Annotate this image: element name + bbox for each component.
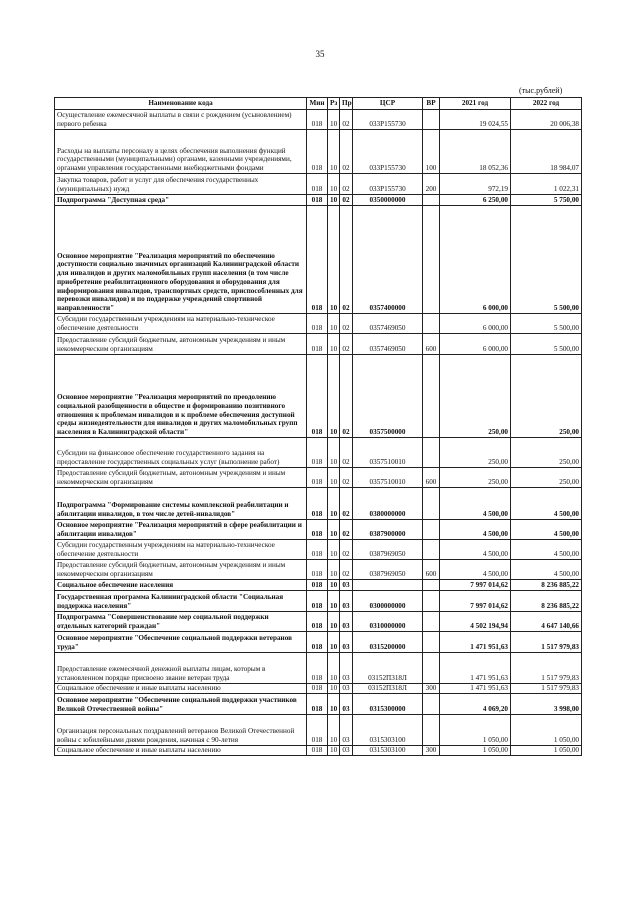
units-label: (тыс.рублей) <box>519 86 563 95</box>
table-body <box>55 110 582 756</box>
cell-2021: 1 471 951,63 <box>440 653 511 684</box>
cell-rz: 10 <box>328 612 340 632</box>
table-row <box>55 314 582 334</box>
cell-csr: 0315303100 <box>353 715 423 746</box>
cell-2021: 1 050,00 <box>440 715 511 746</box>
cell-csr: 0357469050 <box>353 314 423 334</box>
cell-2022: 4 500,00 <box>511 488 582 520</box>
cell-2022: 4 500,00 <box>511 540 582 560</box>
cell-2022: 5 750,00 <box>511 195 582 206</box>
cell-pr: 03 <box>340 715 353 746</box>
cell-2021: 4 500,00 <box>440 488 511 520</box>
table-row <box>55 591 582 612</box>
cell-csr: 0357510010 <box>353 468 423 488</box>
column-header-vr: ВР <box>423 98 440 110</box>
cell-vr <box>423 488 440 520</box>
table-row <box>55 334 582 355</box>
cell-pr: 02 <box>340 206 353 314</box>
cell-2021: 4 500,00 <box>440 520 511 540</box>
cell-vr: 600 <box>423 560 440 580</box>
cell-2022: 5 500,00 <box>511 314 582 334</box>
cell-csr: 033Р155730 <box>353 130 423 174</box>
cell-min: 018 <box>307 715 328 746</box>
cell-pr: 03 <box>340 580 353 591</box>
cell-2021: 1 050,00 <box>440 746 511 756</box>
cell-pr: 02 <box>340 520 353 540</box>
cell-min: 018 <box>307 195 328 206</box>
cell-vr <box>423 110 440 130</box>
cell-2022: 8 236 885,22 <box>511 591 582 612</box>
table-row <box>55 746 582 756</box>
cell-csr: 03152П318Л <box>353 653 423 684</box>
cell-min: 018 <box>307 206 328 314</box>
cell-name: Предоставление субсидий бюджетным, автономным учреждениям и иным некоммерческим организациям <box>55 560 307 580</box>
table-row <box>55 195 582 206</box>
table-row <box>55 540 582 560</box>
cell-min: 018 <box>307 591 328 612</box>
cell-vr <box>423 591 440 612</box>
cell-rz: 10 <box>328 560 340 580</box>
cell-rz: 10 <box>328 715 340 746</box>
cell-csr: 0357469050 <box>353 334 423 355</box>
cell-min: 018 <box>307 468 328 488</box>
cell-min: 018 <box>307 334 328 355</box>
column-header-2021: 2021 год <box>440 98 511 110</box>
table-row <box>55 438 582 468</box>
cell-csr: 0315300000 <box>353 694 423 715</box>
cell-csr: 0387969050 <box>353 560 423 580</box>
cell-pr: 02 <box>340 334 353 355</box>
cell-csr: 033Р155730 <box>353 110 423 130</box>
cell-2021: 4 500,00 <box>440 560 511 580</box>
cell-min: 018 <box>307 438 328 468</box>
cell-vr <box>423 355 440 438</box>
cell-2022: 250,00 <box>511 468 582 488</box>
cell-min: 018 <box>307 653 328 684</box>
cell-name: Основное мероприятие "Обеспечение социальной поддержки ветеранов труда" <box>55 632 307 653</box>
cell-pr: 03 <box>340 653 353 684</box>
cell-vr: 300 <box>423 746 440 756</box>
budget-table <box>54 97 582 756</box>
cell-csr: 0310000000 <box>353 612 423 632</box>
cell-name: Основное мероприятие "Обеспечение социальной поддержки участников Великой Отечественной войны" <box>55 694 307 715</box>
table-row <box>55 612 582 632</box>
cell-2022: 1 517 979,83 <box>511 632 582 653</box>
table-row <box>55 355 582 438</box>
table-row <box>55 653 582 684</box>
cell-2021: 250,00 <box>440 468 511 488</box>
cell-pr: 02 <box>340 355 353 438</box>
cell-vr: 600 <box>423 468 440 488</box>
cell-2022: 4 647 140,66 <box>511 612 582 632</box>
cell-rz: 10 <box>328 355 340 438</box>
cell-name: Основное мероприятие "Реализация мероприятий в сфере реабилитации и абилитации инвалидов" <box>55 520 307 540</box>
cell-2021: 6 000,00 <box>440 314 511 334</box>
cell-name: Предоставление субсидий бюджетным, автономным учреждениям и иным некоммерческим организациям <box>55 334 307 355</box>
table-row <box>55 560 582 580</box>
cell-vr <box>423 612 440 632</box>
cell-2022: 4 500,00 <box>511 520 582 540</box>
cell-vr <box>423 632 440 653</box>
cell-2022: 5 500,00 <box>511 206 582 314</box>
cell-2021: 972,19 <box>440 174 511 195</box>
cell-vr: 200 <box>423 174 440 195</box>
cell-2021: 250,00 <box>440 438 511 468</box>
cell-csr: 0357500000 <box>353 355 423 438</box>
cell-csr: 0387900000 <box>353 520 423 540</box>
cell-min: 018 <box>307 694 328 715</box>
cell-rz: 10 <box>328 174 340 195</box>
cell-csr <box>353 580 423 591</box>
cell-2022: 1 050,00 <box>511 746 582 756</box>
column-header-2022: 2022 год <box>511 98 582 110</box>
cell-2021: 4 502 194,94 <box>440 612 511 632</box>
cell-csr: 0387969050 <box>353 540 423 560</box>
cell-2021: 19 024,55 <box>440 110 511 130</box>
cell-2022: 4 500,00 <box>511 560 582 580</box>
cell-rz: 10 <box>328 468 340 488</box>
cell-csr: 0357510010 <box>353 438 423 468</box>
table-row <box>55 130 582 174</box>
cell-vr <box>423 520 440 540</box>
cell-min: 018 <box>307 612 328 632</box>
cell-rz: 10 <box>328 746 340 756</box>
cell-min: 018 <box>307 540 328 560</box>
cell-min: 018 <box>307 560 328 580</box>
cell-min: 018 <box>307 632 328 653</box>
cell-rz: 10 <box>328 130 340 174</box>
cell-rz: 10 <box>328 580 340 591</box>
cell-2021: 6 000,00 <box>440 206 511 314</box>
cell-name: Основное мероприятие "Реализация мероприятий по преодолению социальной разобщенности в обществе и формированию позитивного отношения к проблемам инвалидов и к проблеме обеспечения доступной среды жизнедеятельности для инвалидов и других маломобильных групп населения в Калининградской области" <box>55 355 307 438</box>
cell-2021: 7 997 014,62 <box>440 591 511 612</box>
cell-pr: 03 <box>340 684 353 694</box>
cell-name: Социальное обеспечение населения <box>55 580 307 591</box>
cell-min: 018 <box>307 684 328 694</box>
cell-name: Осуществление ежемесячной выплаты в связи с рождением (усыновлением) первого ребенка <box>55 110 307 130</box>
cell-2021: 250,00 <box>440 355 511 438</box>
cell-vr <box>423 195 440 206</box>
cell-name: Расходы на выплаты персоналу в целях обеспечения выполнения функций государственными (муниципальными) органами, казенными учреждениями, органами управления государственными внебюджетными фондами <box>55 130 307 174</box>
cell-rz: 10 <box>328 206 340 314</box>
cell-2022: 3 998,00 <box>511 694 582 715</box>
cell-min: 018 <box>307 355 328 438</box>
table-row <box>55 715 582 746</box>
cell-vr <box>423 540 440 560</box>
cell-pr: 02 <box>340 314 353 334</box>
cell-vr <box>423 580 440 591</box>
cell-pr: 02 <box>340 130 353 174</box>
cell-vr: 300 <box>423 684 440 694</box>
cell-pr: 02 <box>340 174 353 195</box>
cell-vr <box>423 314 440 334</box>
cell-vr <box>423 438 440 468</box>
table-row <box>55 520 582 540</box>
table-row <box>55 694 582 715</box>
cell-2021: 18 052,36 <box>440 130 511 174</box>
table-row <box>55 488 582 520</box>
cell-rz: 10 <box>328 632 340 653</box>
cell-2022: 1 517 979,83 <box>511 684 582 694</box>
cell-pr: 03 <box>340 746 353 756</box>
cell-csr: 0315200000 <box>353 632 423 653</box>
cell-name: Субсидии на финансовое обеспечение государственного задания на предоставление государственных социальных услуг (выполнение работ) <box>55 438 307 468</box>
cell-pr: 02 <box>340 540 353 560</box>
cell-rz: 10 <box>328 591 340 612</box>
cell-pr: 03 <box>340 612 353 632</box>
cell-min: 018 <box>307 174 328 195</box>
cell-2021: 4 500,00 <box>440 540 511 560</box>
cell-name: Социальное обеспечение и иные выплаты населению <box>55 684 307 694</box>
cell-csr: 0300000000 <box>353 591 423 612</box>
cell-pr: 02 <box>340 195 353 206</box>
cell-2022: 1 022,31 <box>511 174 582 195</box>
cell-name: Предоставление ежемесячной денежной выплаты лицам, которым в установленном порядке присвоено звание ветеран труда <box>55 653 307 684</box>
cell-min: 018 <box>307 314 328 334</box>
cell-min: 018 <box>307 580 328 591</box>
column-header-csr: ЦСР <box>353 98 423 110</box>
cell-min: 018 <box>307 110 328 130</box>
cell-csr: 03152П318Л <box>353 684 423 694</box>
cell-name: Субсидии государственным учреждениям на материально-техническое обеспечение деятельности <box>55 314 307 334</box>
cell-pr: 02 <box>340 438 353 468</box>
column-header-name: Наименование кода <box>55 98 307 110</box>
cell-min: 018 <box>307 520 328 540</box>
cell-2021: 7 997 014,62 <box>440 580 511 591</box>
cell-rz: 10 <box>328 540 340 560</box>
cell-min: 018 <box>307 488 328 520</box>
cell-2021: 6 250,00 <box>440 195 511 206</box>
cell-2022: 20 006,38 <box>511 110 582 130</box>
cell-rz: 10 <box>328 488 340 520</box>
cell-vr: 100 <box>423 130 440 174</box>
cell-rz: 10 <box>328 195 340 206</box>
cell-csr: 0315303100 <box>353 746 423 756</box>
cell-name: Основное мероприятие "Реализация мероприятий по обеспечению доступности социально значимых организаций Калининградской области для инвалидов и других маломобильных групп населения (в том числе приобретение реабилитационного оборудования и оборудования для информирования инвалидов, транспортных средств, приспособленных для перевозки инвалидов) и по поддержке учреждений спортивной направленности" <box>55 206 307 314</box>
cell-vr <box>423 206 440 314</box>
cell-pr: 02 <box>340 110 353 130</box>
table-row <box>55 684 582 694</box>
cell-2022: 5 500,00 <box>511 334 582 355</box>
page-number: 35 <box>315 49 325 59</box>
cell-csr: 0350000000 <box>353 195 423 206</box>
cell-2021: 4 069,20 <box>440 694 511 715</box>
cell-2022: 250,00 <box>511 438 582 468</box>
cell-name: Подпрограмма "Совершенствование мер социальной поддержки отдельных категорий граждан" <box>55 612 307 632</box>
column-header-pr: Пр <box>340 98 353 110</box>
cell-rz: 10 <box>328 334 340 355</box>
cell-pr: 03 <box>340 694 353 715</box>
cell-rz: 10 <box>328 110 340 130</box>
cell-name: Социальное обеспечение и иные выплаты населению <box>55 746 307 756</box>
cell-pr: 02 <box>340 560 353 580</box>
cell-name: Подпрограмма "Доступная среда" <box>55 195 307 206</box>
cell-min: 018 <box>307 746 328 756</box>
cell-pr: 02 <box>340 488 353 520</box>
cell-2022: 250,00 <box>511 355 582 438</box>
cell-vr <box>423 715 440 746</box>
cell-rz: 10 <box>328 314 340 334</box>
cell-rz: 10 <box>328 653 340 684</box>
cell-csr: 0380000000 <box>353 488 423 520</box>
column-header-rz: Рз <box>328 98 340 110</box>
cell-vr <box>423 694 440 715</box>
table-row <box>55 632 582 653</box>
cell-2022: 1 050,00 <box>511 715 582 746</box>
cell-vr: 600 <box>423 334 440 355</box>
cell-name: Закупка товаров, работ и услуг для обеспечения государственных (муниципальных) нужд <box>55 174 307 195</box>
cell-csr: 0357400000 <box>353 206 423 314</box>
cell-2022: 8 236 885,22 <box>511 580 582 591</box>
table-header-row <box>55 98 582 110</box>
cell-2021: 1 471 951,63 <box>440 632 511 653</box>
table-row <box>55 580 582 591</box>
table-row <box>55 468 582 488</box>
cell-2022: 1 517 979,83 <box>511 653 582 684</box>
cell-rz: 10 <box>328 694 340 715</box>
cell-2021: 6 000,00 <box>440 334 511 355</box>
cell-name: Подпрограмма "Формирование системы комплексной реабилитации и абилитации инвалидов, в том числе детей-инвалидов" <box>55 488 307 520</box>
cell-rz: 10 <box>328 520 340 540</box>
cell-pr: 03 <box>340 591 353 612</box>
cell-2021: 1 471 951,63 <box>440 684 511 694</box>
cell-rz: 10 <box>328 438 340 468</box>
cell-rz: 10 <box>328 684 340 694</box>
cell-vr <box>423 653 440 684</box>
table-row <box>55 174 582 195</box>
cell-2022: 18 984,07 <box>511 130 582 174</box>
cell-name: Субсидии государственным учреждениям на материально-техническое обеспечение деятельности <box>55 540 307 560</box>
cell-pr: 02 <box>340 468 353 488</box>
cell-csr: 033Р155730 <box>353 174 423 195</box>
cell-name: Организация персональных поздравлений ветеранов Великой Отечественной войны с юбилейными днями рождения, начиная с 90-летия <box>55 715 307 746</box>
cell-pr: 03 <box>340 632 353 653</box>
cell-name: Государственная программа Калининградской области "Социальная поддержка населения" <box>55 591 307 612</box>
cell-name: Предоставление субсидий бюджетным, автономным учреждениям и иным некоммерческим организациям <box>55 468 307 488</box>
column-header-min: Мин <box>307 98 328 110</box>
cell-min: 018 <box>307 130 328 174</box>
table-row <box>55 110 582 130</box>
table-row <box>55 206 582 314</box>
